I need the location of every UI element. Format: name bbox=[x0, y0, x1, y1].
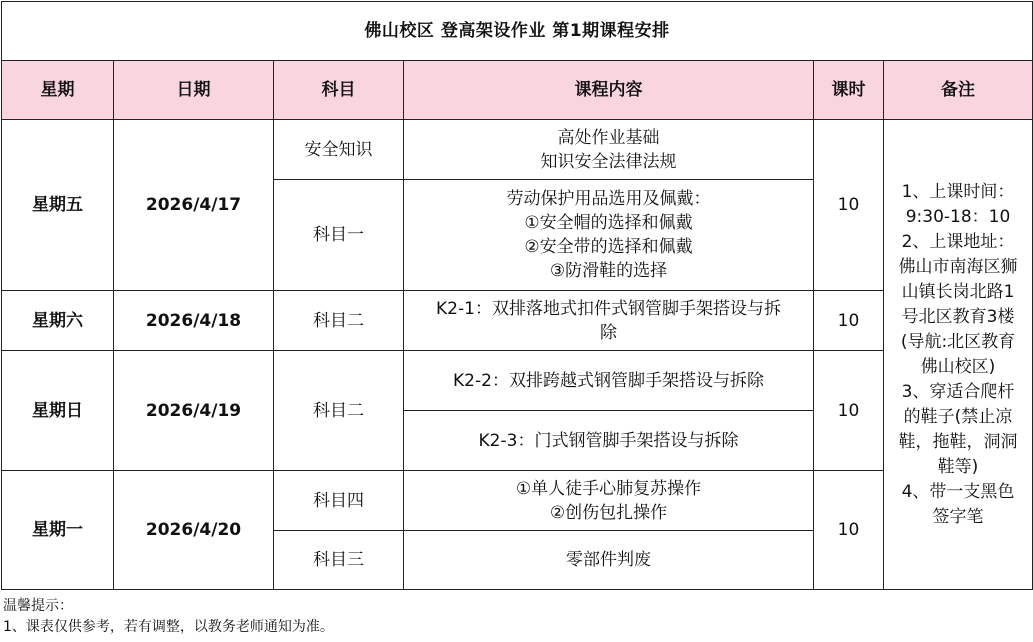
table-row bbox=[2, 471, 1033, 531]
remarks-cell bbox=[884, 120, 1033, 590]
content-cell bbox=[404, 411, 814, 471]
weekday-cell: 星期日 bbox=[2, 351, 114, 471]
remarks-line: 1、上课时间： bbox=[901, 181, 1015, 202]
content-cell bbox=[404, 471, 814, 531]
schedule-table bbox=[1, 1, 1033, 590]
remarks-line: 4、带一支黑色 bbox=[901, 481, 1015, 502]
subject-cell: 科目二 bbox=[274, 351, 404, 471]
subject-cell: 安全知识 bbox=[274, 120, 404, 180]
page-title: 佛山校区 登高架设作业 第1期课程安排 bbox=[2, 2, 1033, 61]
subject-cell: 科目二 bbox=[274, 291, 404, 351]
content-cell bbox=[404, 531, 814, 590]
content-cell bbox=[404, 120, 814, 180]
remarks-line: 山镇长岗北路1 bbox=[901, 281, 1015, 302]
table-row bbox=[2, 291, 1033, 351]
content-line: K2-1：双排落地式扣件式钢管脚手架搭设与拆 bbox=[436, 298, 781, 319]
date-cell: 2026/4/20 bbox=[114, 471, 274, 590]
hours-cell: 10 bbox=[814, 351, 884, 471]
content-line: 除 bbox=[600, 322, 617, 343]
content-line: ①安全帽的选择和佩戴 bbox=[524, 213, 693, 233]
remarks-line: 鞋，拖鞋，洞洞 bbox=[898, 431, 1018, 452]
content-line: 知识安全法律法规 bbox=[540, 151, 677, 172]
subject-cell: 科目一 bbox=[274, 180, 404, 291]
header-content: 课程内容 bbox=[404, 61, 814, 120]
header-remarks: 备注 bbox=[884, 61, 1033, 120]
weekday-cell: 星期六 bbox=[2, 291, 114, 351]
hours-cell: 10 bbox=[814, 471, 884, 590]
remarks-line: 2、上课地址： bbox=[901, 231, 1015, 252]
remarks-line: 签字笔 bbox=[932, 506, 984, 527]
content-line: ②创伤包扎操作 bbox=[549, 502, 668, 523]
remarks-line: 的鞋子(禁止凉 bbox=[903, 406, 1013, 427]
content-line: 高处作业基础 bbox=[557, 127, 660, 148]
content-line: ②安全带的选择和佩戴 bbox=[524, 237, 693, 257]
footer-heading: 温馨提示： bbox=[3, 598, 73, 614]
table-row bbox=[2, 351, 1033, 411]
remarks-line: 佛山市南海区狮 bbox=[898, 256, 1018, 277]
header-weekday: 星期 bbox=[2, 61, 114, 120]
weekday-cell: 星期五 bbox=[2, 120, 114, 291]
content-cell bbox=[404, 180, 814, 291]
remarks-line: (导航:北区教育 bbox=[900, 331, 1016, 352]
content-line: K2-3：门式钢管脚手架搭设与拆除 bbox=[478, 430, 739, 451]
content-line: 劳动保护用品选用及佩戴： bbox=[506, 189, 711, 209]
footer-line: 1、课表仅供参考，若有调整，以教务老师通知为准。 bbox=[3, 619, 334, 635]
content-cell bbox=[404, 291, 814, 351]
hours-cell: 10 bbox=[814, 291, 884, 351]
subject-cell: 科目四 bbox=[274, 471, 404, 531]
remarks-line: 佛山校区) bbox=[920, 356, 996, 377]
content-cell bbox=[404, 351, 814, 411]
header-hours: 课时 bbox=[814, 61, 884, 120]
header-row bbox=[2, 61, 1033, 120]
remarks-line: 号北区教育3楼 bbox=[901, 306, 1015, 327]
date-cell: 2026/4/19 bbox=[114, 351, 274, 471]
weekday-cell: 星期一 bbox=[2, 471, 114, 590]
remarks-line: 鞋等) bbox=[937, 456, 979, 477]
hours-cell: 10 bbox=[814, 120, 884, 291]
header-subject: 科目 bbox=[274, 61, 404, 120]
content-line: ①单人徒手心肺复苏操作 bbox=[515, 478, 702, 499]
remarks-line: 3、穿适合爬杆 bbox=[901, 381, 1015, 402]
content-line: K2-2：双排跨越式钢管脚手架搭设与拆除 bbox=[453, 370, 764, 391]
remarks-line: 9:30-18：10 bbox=[905, 206, 1011, 227]
header-date: 日期 bbox=[114, 61, 274, 120]
table-row bbox=[2, 120, 1033, 180]
date-cell: 2026/4/18 bbox=[114, 291, 274, 351]
content-line: ③防滑鞋的选择 bbox=[549, 261, 668, 281]
footer-note bbox=[3, 596, 334, 638]
content-line: 零部件判废 bbox=[566, 550, 651, 570]
subject-cell: 科目三 bbox=[274, 531, 404, 590]
date-cell: 2026/4/17 bbox=[114, 120, 274, 291]
